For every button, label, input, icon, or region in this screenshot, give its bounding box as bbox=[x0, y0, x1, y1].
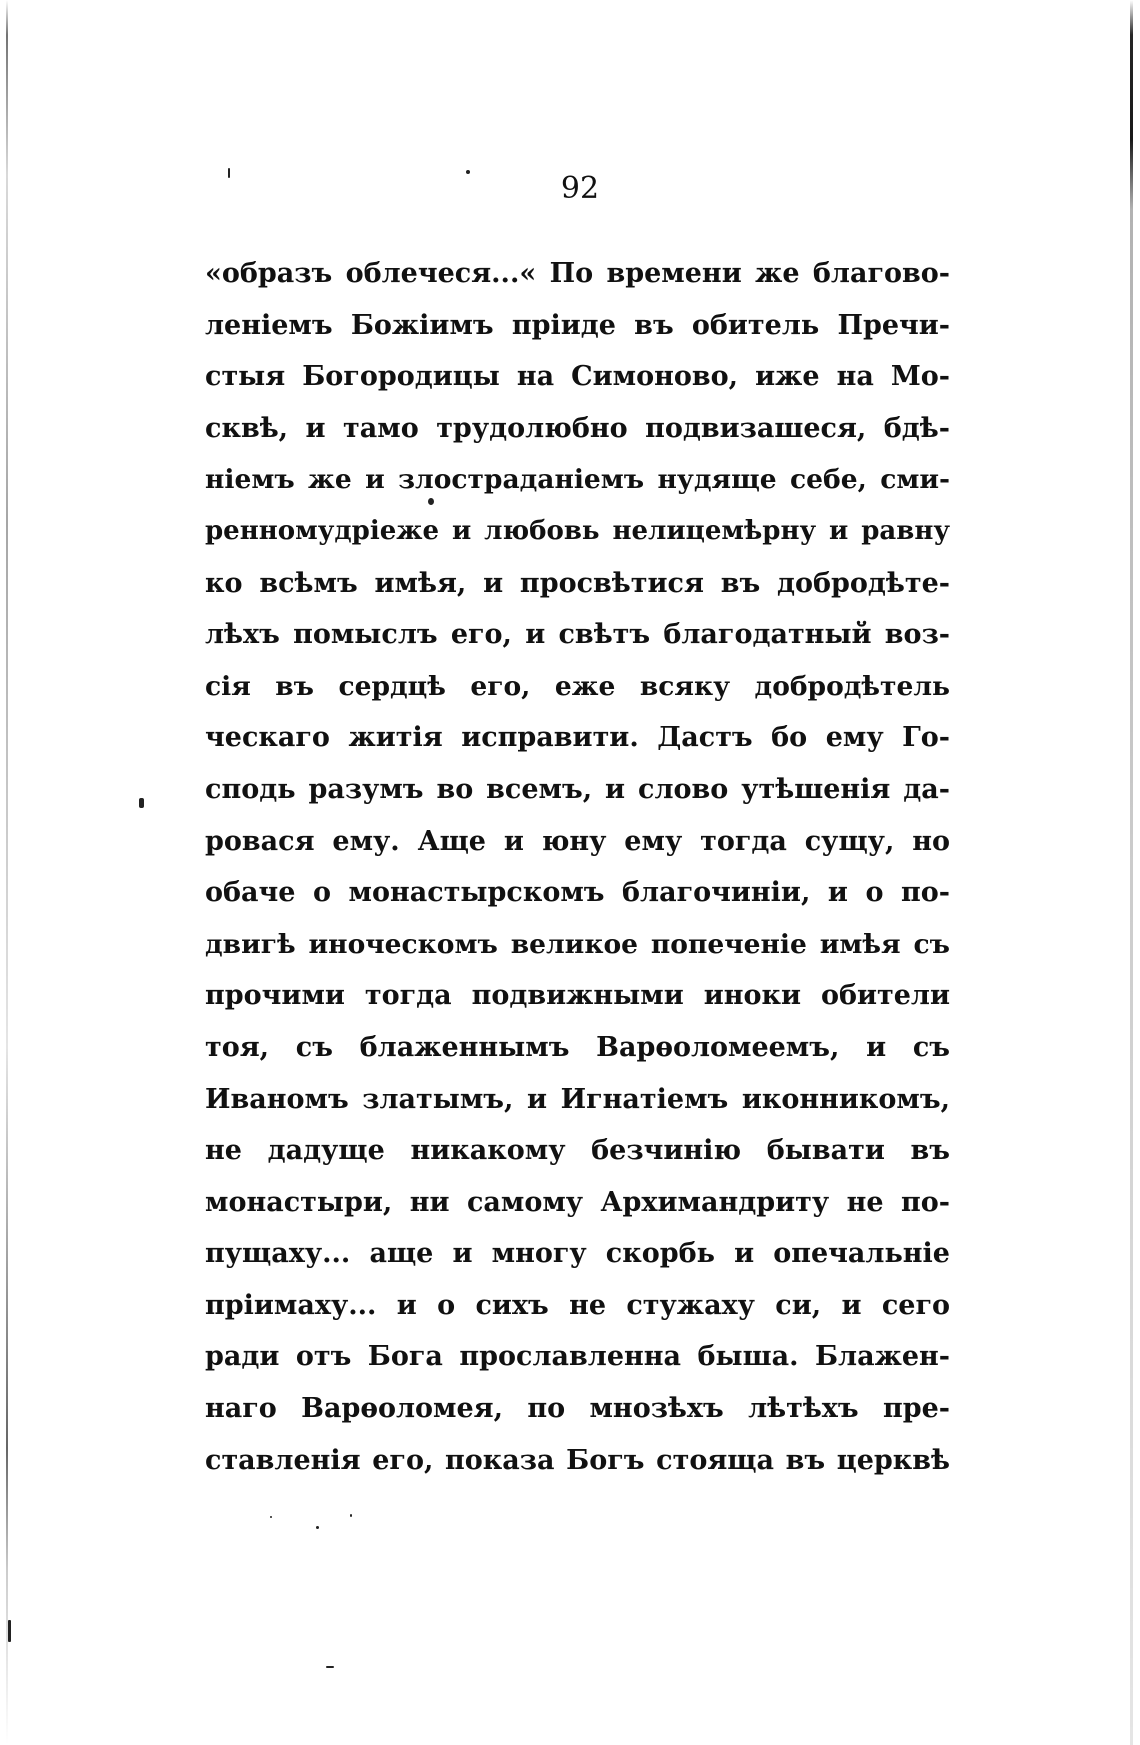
text-line: сподь разумъ во всемъ, и слово утѣшенія да- bbox=[205, 773, 950, 805]
text-line: ческаго житія исправити. Дастъ бо ему Го- bbox=[205, 722, 950, 754]
scan-edge-left bbox=[6, 0, 8, 1745]
scan-edge-right bbox=[1130, 0, 1133, 1745]
text-line: наго Варѳоломея, по мнозѣхъ лѣтѣхъ пре- bbox=[205, 1393, 950, 1425]
text-line: монастыри, ни самому Архимандриту не по- bbox=[205, 1186, 950, 1218]
text-line: сія въ сердцѣ его, еже всяку добродѣтель bbox=[205, 670, 950, 702]
text-line: лѣхъ помыслъ его, и свѣтъ благодатный воз- bbox=[205, 619, 950, 651]
text-line: ставленія его, показа Богъ стояща въ церквѣ bbox=[205, 1444, 950, 1476]
scan-speck bbox=[316, 1526, 319, 1529]
text-line: сквѣ, и тамо трудолюбно подвизашеся, бдѣ- bbox=[205, 412, 950, 444]
text-line: ніемъ же и злостраданіемъ нудяще себе, сми- bbox=[205, 464, 950, 496]
text-line: Иваномъ златымъ, и Игнатіемъ иконникомъ, bbox=[205, 1083, 950, 1115]
text-line: ровася ему. Аще и юну ему тогда сущу, но bbox=[205, 825, 950, 857]
text-line: прочими тогда подвижными иноки обители bbox=[205, 980, 950, 1012]
scan-speck bbox=[228, 168, 230, 178]
text-line: пущаху... аще и многу скорбь и опечальніе bbox=[205, 1238, 950, 1270]
text-line: двигѣ иноческомъ великое попеченіе имѣя съ bbox=[205, 928, 950, 960]
text-line: не дадуще никакому безчинію бывати въ bbox=[205, 1135, 950, 1167]
text-line: ренномудріеже и любовь нелицемѣрну и равну bbox=[205, 515, 950, 546]
scan-speck bbox=[8, 1620, 11, 1642]
text-line: обаче о монастырскомъ благочиніи, и о по- bbox=[205, 877, 950, 909]
text-line: ко всѣмъ имѣя, и просвѣтися въ добродѣте- bbox=[205, 567, 950, 599]
scan-speck bbox=[326, 1666, 334, 1668]
text-line: леніемъ Божіимъ пріиде въ обитель Пречи- bbox=[205, 309, 950, 341]
scan-speck bbox=[270, 1516, 272, 1518]
text-line: «образъ облечеся...« По времени же благово- bbox=[205, 258, 950, 289]
scan-speck bbox=[139, 798, 144, 808]
scan-speck bbox=[466, 170, 470, 174]
scan-speck bbox=[350, 1514, 352, 1517]
text-line: пріимаху... и о сихъ не стужаху си, и сего bbox=[205, 1289, 950, 1321]
text-line: ради отъ Бога прославленна быша. Блажен- bbox=[205, 1341, 950, 1373]
page-number: 92 bbox=[560, 171, 600, 206]
body-text bbox=[205, 248, 950, 1486]
text-line: стыя Богородицы на Симоново, иже на Мо- bbox=[205, 361, 950, 393]
text-line: тоя, съ блаженнымъ Варѳоломеемъ, и съ bbox=[205, 1031, 950, 1063]
